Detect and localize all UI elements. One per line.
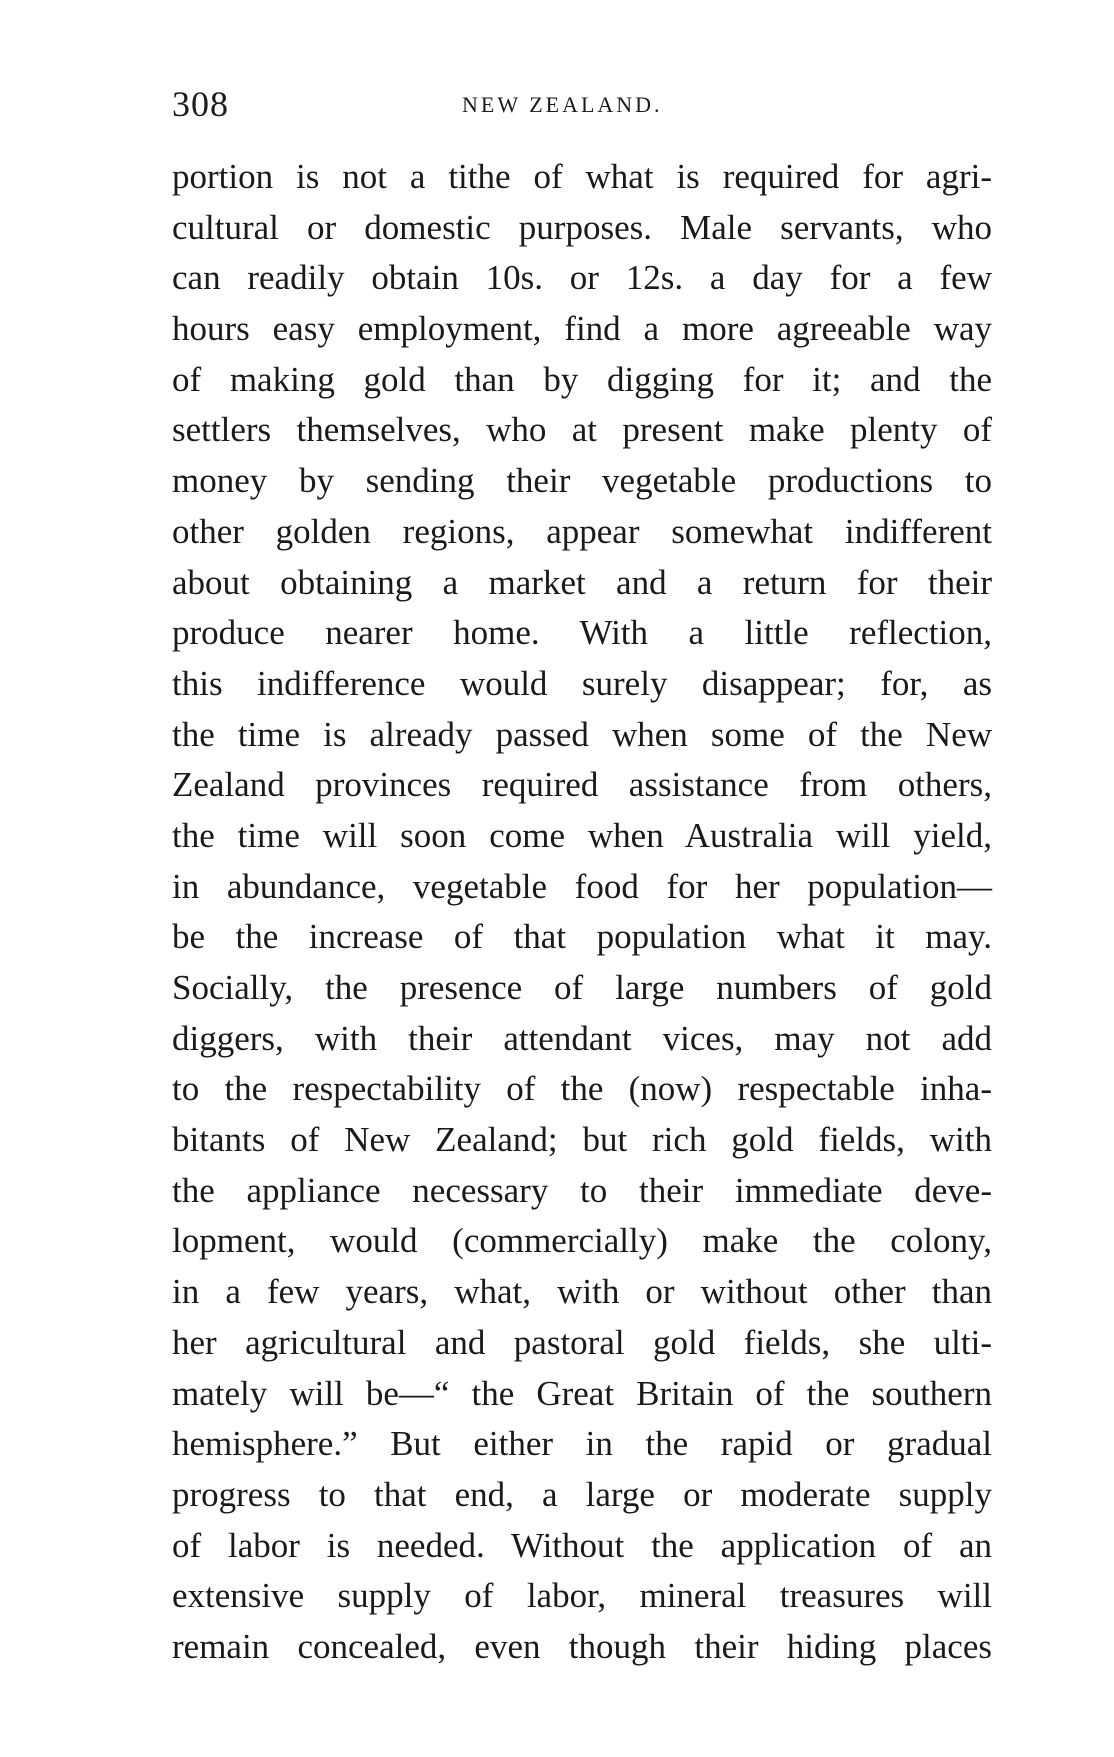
text-line: be the increase of that population what it may. [172,917,992,957]
text-line: other golden regions, appear somewhat indifferent [172,511,992,551]
text-line: lopment, would (commercially) make the colony, [172,1221,992,1261]
text-line: this indifference would surely disappear; for, as [172,663,992,703]
text-line: can readily obtain 10s. or 12s. a day for a few [172,258,992,298]
text-line: remain concealed, even though their hiding places [172,1626,992,1666]
text-line: the appliance necessary to their immediate deve- [172,1170,992,1210]
text-line: of labor is needed. Without the application of an [172,1525,992,1565]
text-line: diggers, with their attendant vices, may not add [172,1018,992,1058]
text-line: mately will be—“ the Great Britain of the southern [172,1373,992,1413]
text-line: about obtaining a market and a return for their [172,562,992,602]
running-title: NEW ZEALAND. [462,92,663,117]
text-line: of making gold than by digging for it; and the [172,359,992,399]
text-line: bitants of New Zealand; but rich gold fields, with [172,1120,992,1160]
text-line: cultural or domestic purposes. Male servants, who [172,207,992,247]
page-number: 308 [172,84,229,124]
text-line: the time will soon come when Australia will yield, [172,815,992,855]
text-line: hemisphere.” But either in the rapid or gradual [172,1424,992,1464]
text-line: the time is already passed when some of the New [172,714,992,754]
text-line: hours easy employment, find a more agreeable way [172,309,992,349]
text-line: in abundance, vegetable food for her population— [172,866,992,906]
text-line: settlers themselves, who at present make plenty of [172,410,992,450]
text-line: portion is not a tithe of what is required for agri- [172,157,992,196]
text-line: in a few years, what, with or without other than [172,1272,992,1312]
text-line: money by sending their vegetable productions to [172,461,992,501]
text-line: her agricultural and pastoral gold fields, she ulti- [172,1322,992,1362]
running-head [172,82,992,126]
text-line: produce nearer home. With a little reflection, [172,613,992,653]
text-line: Socially, the presence of large numbers of gold [172,968,992,1007]
text-line: progress to that end, a large or moderate supply [172,1474,992,1514]
text-line: extensive supply of labor, mineral treasures will [172,1576,992,1616]
body-text [172,152,992,1673]
text-line: Zealand provinces required assistance from others, [172,765,992,805]
text-line: to the respectability of the (now) respectable inha- [172,1069,992,1109]
